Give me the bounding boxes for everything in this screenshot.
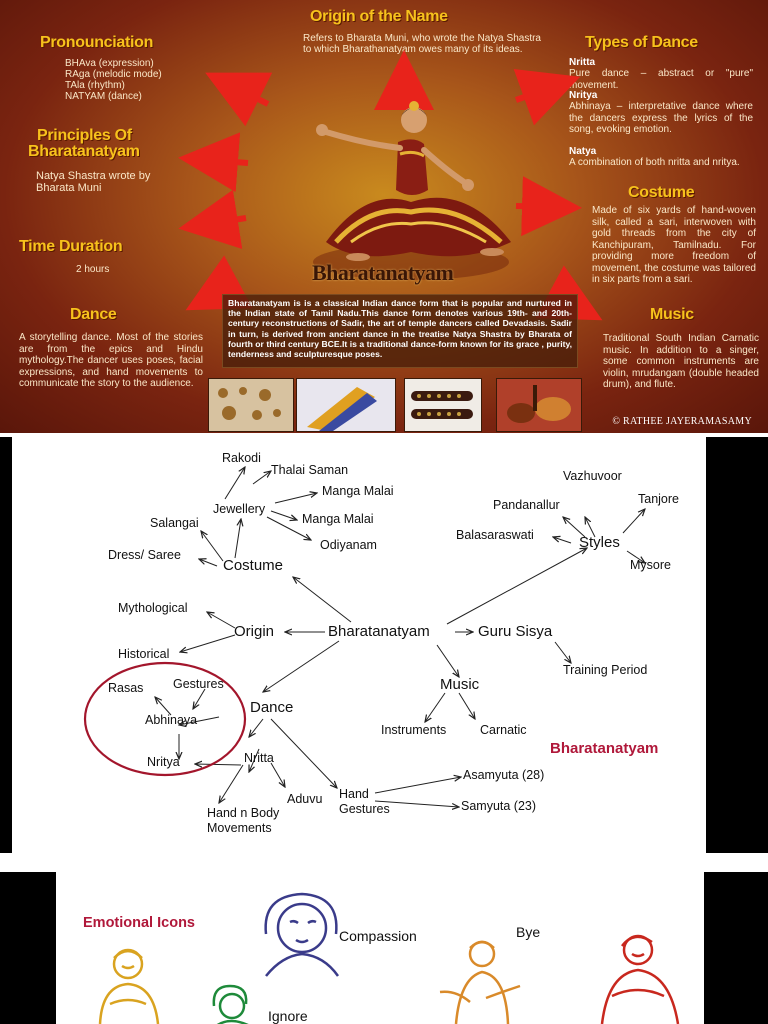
figure-bye-icon [426, 932, 526, 1024]
dance-text: A storytelling dance. Most of the stories are from the epics and Hindu mythology.The dancer uses poses, facial expressions, and hand movements to communicate the story to the audience. [19, 332, 203, 389]
node-mysore: Mysore [630, 558, 671, 572]
figure-ignore-icon [206, 982, 256, 1024]
label-ignore: Ignore [268, 1008, 308, 1024]
pronounciation-line: NATYAM (dance) [65, 91, 142, 102]
emotions-canvas [56, 872, 704, 1024]
mindmap-connectors [75, 437, 706, 853]
nritya-text: Abhinaya – interpretative dance where the dancers express the lyrics of the song, evoking emotion. [569, 101, 753, 135]
nritta-heading: Nritta [569, 57, 596, 68]
node-manga-malai: Manga Malai [302, 512, 374, 526]
node-nritta: Nritta [244, 751, 274, 765]
node-aduvu: Aduvu [287, 792, 323, 806]
node-salangai: Salangai [150, 516, 199, 530]
node-hand-gestures: Hand [339, 787, 369, 801]
node-center: Bharatanatyam [328, 623, 430, 640]
nritya-heading: Nritya [569, 90, 598, 101]
music-heading: Music [650, 306, 694, 323]
time-heading: Time Duration [19, 238, 123, 255]
node-abhinaya: Abhinaya [145, 713, 198, 727]
natya-text: A combination of both nritta and nritya. [569, 157, 740, 168]
mindmap-canvas [75, 437, 706, 853]
figure-yellow-icon [80, 944, 180, 1024]
pronounciation-line: TAla (rhythm) [65, 80, 125, 91]
node-samyuta: Samyuta (23) [461, 799, 537, 813]
salangai-photo [404, 378, 482, 432]
node-hand-gestures-line2: Gestures [339, 802, 390, 816]
node-instruments: Instruments [381, 723, 447, 737]
node-styles: Styles [579, 534, 620, 551]
node-tanjore: Tanjore [638, 492, 679, 506]
node-dress-saree: Dress/ Saree [108, 548, 181, 562]
node-thalai-saman: Thalai Saman [271, 463, 349, 477]
types-heading: Types of Dance [585, 34, 698, 51]
node-jewellery: Jewellery [213, 502, 266, 516]
principles-heading-line2: Bharatanatyam [28, 143, 140, 160]
figure-red-icon [582, 924, 692, 1024]
node-costume: Costume [223, 557, 284, 574]
node-asamyuta: Asamyuta (28) [463, 768, 545, 782]
emotions-title: Emotional Icons [83, 915, 195, 931]
dance-heading: Dance [70, 306, 117, 323]
costume-text: Made of six yards of hand-woven silk, called a sari, interwoven with gold threads from the city of Kanchipuram, Tamilnadu. For providing more freedom of movement, the costume was tailored in six parts from a sari. [592, 205, 756, 285]
poster-panel [0, 0, 768, 433]
center-title: Bharatanatyam [312, 260, 454, 285]
instruments-photo [496, 378, 582, 432]
node-gestures: Gestures [173, 677, 224, 691]
node-guru-sisya: Guru Sisya [478, 623, 553, 640]
node-origin: Origin [234, 623, 275, 640]
origin-text: Refers to Bharata Muni, who wrote the Natya Shastra to which Bharathanatyam owes many of its ideas. [303, 33, 541, 55]
mindmap-panel [0, 437, 768, 853]
node-rasas: Rasas [108, 681, 144, 695]
jewellery-photo [208, 378, 294, 432]
principles-heading: Principles Of [37, 127, 132, 144]
natya-heading: Natya [569, 146, 597, 157]
node-nritya: Nritya [147, 755, 180, 769]
label-compassion: Compassion [339, 928, 417, 944]
node-carnatic: Carnatic [480, 723, 527, 737]
credit-text: © RATHEE JAYERAMASAMY [612, 416, 752, 427]
node-hand-body: Hand n Body [207, 806, 280, 820]
music-text: Traditional South Indian Carnatic music. In addition to a singer, some common instruments are violin, mrudangam (double headed drum), and flute. [603, 333, 759, 390]
principles-text: Natya Shastra wrote by Bharata Muni [36, 170, 151, 194]
mindmap-title: Bharatanatyam [550, 740, 659, 757]
node-historical: Historical [118, 647, 170, 661]
nritta-text: Pure dance – abstract or "pure" movement. [569, 68, 753, 91]
pronounciation-line: BHAva (expression) [65, 58, 154, 69]
emotions-panel [0, 872, 768, 1024]
figure-compassion-icon [252, 890, 352, 980]
node-music: Music [440, 676, 480, 693]
time-text: 2 hours [76, 264, 110, 275]
node-vazhuvoor: Vazhuvoor [563, 469, 622, 483]
node-hand-body-line2: Movements [207, 821, 272, 835]
node-training-period: Training Period [563, 663, 648, 677]
origin-heading: Origin of the Name [310, 8, 448, 25]
node-rakodi: Rakodi [222, 451, 261, 465]
costume-photo [296, 378, 396, 432]
node-manga-malai: Manga Malai [322, 484, 394, 498]
label-bye: Bye [516, 924, 541, 940]
node-odiyanam: Odiyanam [320, 538, 377, 552]
costume-heading: Costume [628, 184, 695, 201]
node-dance: Dance [250, 699, 294, 716]
pronounciation-line: RAga (melodic mode) [65, 69, 162, 80]
pronounciation-heading: Pronounciation [40, 34, 154, 51]
node-mythological: Mythological [118, 601, 188, 615]
node-balasaraswati: Balasaraswati [456, 528, 534, 542]
node-pandanallur: Pandanallur [493, 498, 560, 512]
description-caption: Bharatanatyam is is a classical Indian dance form that is popular and nurtured in the Indian state of Tamil Nadu.This dance form denotes various 19th- and 20th-century reconstructions of Sadir, the art of temple dancers called Devadasis. Sadir in turn, is derived from ancient dance in the treatise Natya Shastra by Bharata of fourth or third century BCE.It is a traditional dance-form known for its grace , purity, tenderness and sculpturesque poses. [222, 294, 578, 368]
